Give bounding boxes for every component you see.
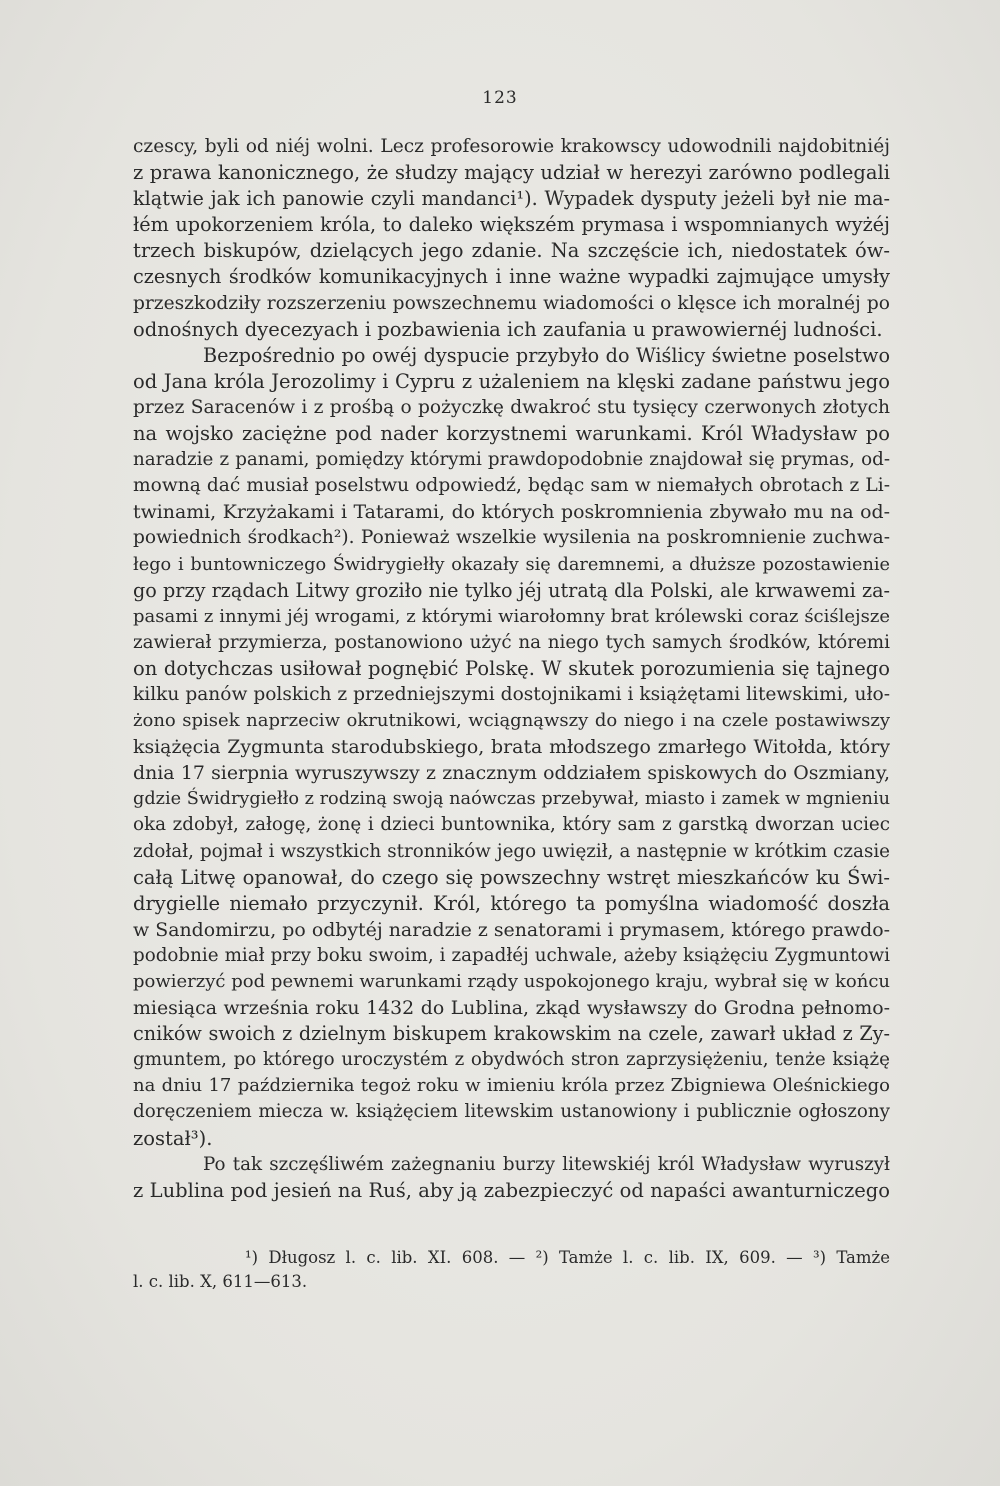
text-line: całą Litwę opanował, do czego się powszechny wstręt mieszkańców ku Świ-	[133, 865, 890, 889]
text-line: Bezpośrednio po owéj dyspucie przybyło do Wiślicy świetne poselstwo	[203, 343, 890, 367]
text-line: na wojsko zaciężne pod nader korzystnemi warunkami. Król Władysław po	[133, 422, 890, 446]
text-line: żono spisek naprzeciw okrutnikowi, wciągnąwszy do niego i na czele postawiwszy	[133, 710, 890, 732]
text-line: zawierał przymierza, postanowiono użyć na niego tych samych środków, któremi	[133, 631, 890, 653]
text-line: cników swoich z dzielnym biskupem krakowskim na czele, zawarł układ z Zy-	[133, 1022, 890, 1046]
text-line: czescy, byli od niéj wolni. Lecz profesorowie krakowscy udowodnili najdobitniéj	[133, 136, 890, 157]
text-line: od Jana króla Jerozolimy i Cypru z użaleniem na klęski zadane państwu jego	[133, 369, 890, 393]
text-line: powierzyć pod pewnemi warunkami rządy uspokojonego kraju, wybrał się w końcu	[133, 971, 890, 992]
text-line: łego i buntowniczego Świdrygiełły okazały się daremnemi, a dłuższe pozostawienie	[133, 554, 890, 575]
text-line: łém upokorzeniem króla, to daleko większém prymasa i wspomnianych wyżéj	[133, 213, 890, 237]
text-line: w Sandomirzu, po odbytéj naradzie z senatorami i prymasem, którego prawdo-	[133, 918, 890, 941]
footnote-line: ¹) Długosz l. c. lib. XI. 608. — ²) Tamże l. c. lib. IX, 609. — ³) Tamże	[245, 1248, 890, 1267]
text-line: czesnych środków komunikacyjnych i inne ważne wypadki zajmujące umysły	[133, 265, 890, 289]
text-line: drygielle niemało przyczynił. Król, którego ta pomyślna wiadomość doszła	[133, 891, 890, 915]
footnote-line: l. c. lib. X, 611—613.	[133, 1272, 308, 1291]
text-line: zdołał, pojmał i wszystkich stronników jego uwięził, a następnie w krótkim czasie	[133, 840, 890, 862]
text-line: gmuntem, po którego uroczystém z obydwóch stron zaprzysiężeniu, tenże książę	[133, 1049, 890, 1071]
text-line: miesiąca września roku 1432 do Lublina, zkąd wysławszy do Grodna pełnomo-	[133, 997, 890, 1020]
text-line: dnia 17 sierpnia wyruszywszy z znacznym oddziałem spiskowych do Oszmiany,	[133, 762, 890, 785]
text-line: doręczeniem miecza w. książęciem litewskim ustanowiony i publicznie ogłoszony	[133, 1101, 890, 1123]
text-line: na dniu 17 października tegoż roku w imieniu króla przez Zbigniewa Oleśnickiego	[133, 1075, 890, 1097]
text-line: on dotychczas usiłował pognębić Polskę. W skutek porozumienia się tajnego	[133, 656, 890, 680]
text-line: Po tak szczęśliwém zażegnaniu burzy litewskiéj król Władysław wyruszył	[203, 1153, 890, 1175]
text-line: książęcia Zygmunta starodubskiego, brata młodszego zmarłego Witołda, który	[133, 736, 890, 759]
text-line: odnośnych dyecezyach i pozbawienia ich zaufania u prawowiernéj ludności.	[133, 317, 883, 341]
text-line: gdzie Świdrygiełło z rodziną swoją naówczas przebywał, miasto i zamek w mgnieniu	[133, 789, 890, 810]
text-line: oka zdobył, załogę, żonę i dzieci buntownika, który sam z garstką dworzan uciec	[133, 814, 890, 836]
text-line: z Lublina pod jesień na Ruś, aby ją zabezpieczyć od napaści awanturniczego	[133, 1178, 890, 1202]
text-line: podobnie miał przy boku swoim, i zapadłéj uchwale, ażeby książęciu Zygmuntowi	[133, 944, 890, 966]
text-line: został³).	[133, 1126, 213, 1150]
page-number: 123	[482, 88, 518, 108]
text-line: kilku panów polskich z przedniejszymi dostojnikami i książętami litewskimi, uło-	[133, 683, 890, 705]
text-line: pasami z innymi jéj wrogami, z którymi wiarołomny brat królewski coraz ściślejsze	[133, 605, 890, 627]
text-line: naradzie z panami, pomiędzy którymi prawdopodobnie znajdował się prymas, od-	[133, 449, 890, 471]
text-line: mowną dać musiał poselstwu odpowiedź, będąc sam w niemałych obrotach z Li-	[133, 475, 890, 497]
text-line: z prawa kanonicznego, że słudzy mający udział w herezyi zarówno podlegali	[133, 161, 890, 185]
footnotes	[133, 1246, 890, 1294]
body-text	[133, 134, 890, 1204]
text-line: przez Saracenów i z prośbą o pożyczkę dwakroć stu tysięcy czerwonych złotych	[133, 396, 890, 418]
text-line: go przy rządach Litwy groziło nie tylko jéj utratą dla Polski, ale krwawemi za-	[133, 578, 890, 602]
text-line: klątwie jak ich panowie czyli mandanci¹). Wypadek dysputy jeżeli był nie ma-	[133, 187, 890, 211]
text-line: powiednich środkach²). Ponieważ wszelkie wysilenia na poskromnienie zuchwa-	[133, 527, 890, 549]
text-line: przeszkodziły rozszerzeniu powszechnemu wiadomości o klęsce ich moralnéj po	[133, 292, 890, 314]
text-line: trzech biskupów, dzielących jego zdanie. Na szczęście ich, niedostatek ów-	[133, 239, 890, 263]
text-line: twinami, Krzyżakami i Tatarami, do których poskromnienia zbywało mu na od-	[133, 501, 890, 524]
